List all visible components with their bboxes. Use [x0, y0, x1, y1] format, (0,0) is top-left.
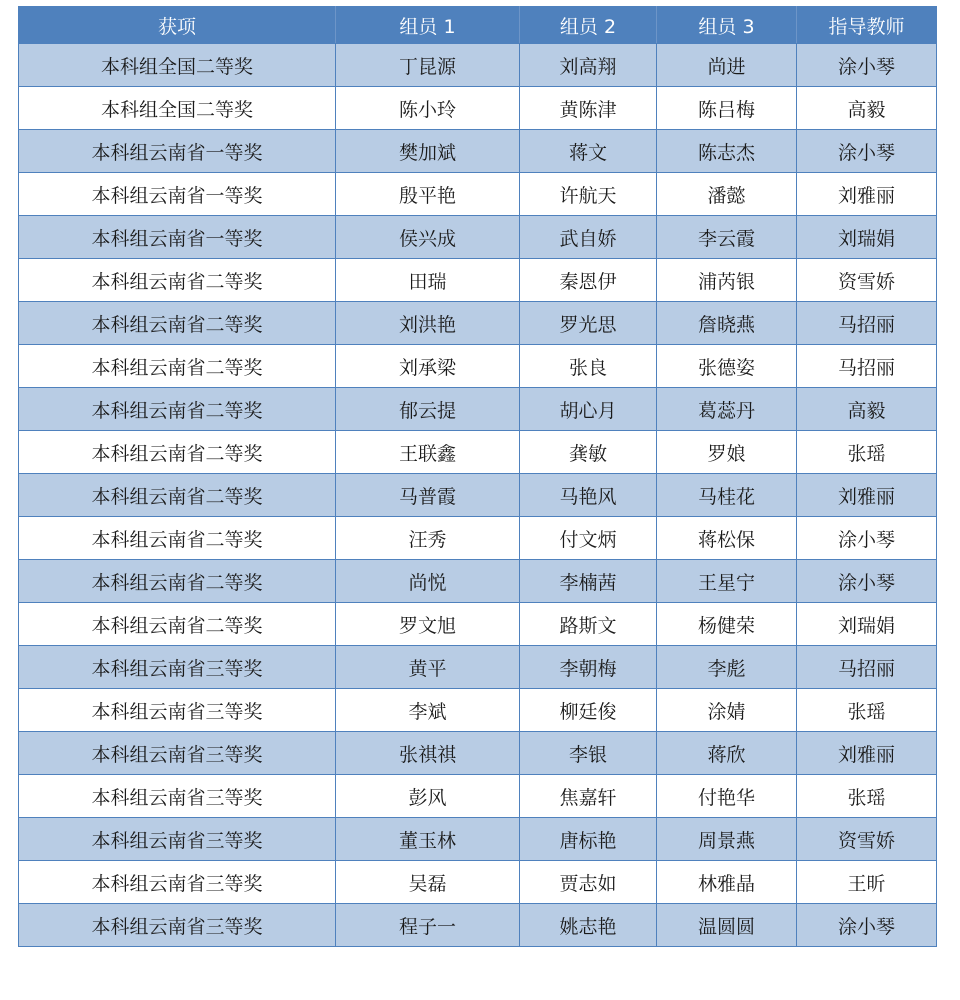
member-1-cell: 尚悦 [336, 560, 520, 603]
member-2-cell: 李银 [520, 732, 657, 775]
award-cell: 本科组云南省二等奖 [19, 302, 336, 345]
member-1-cell: 吴磊 [336, 861, 520, 904]
member-3-cell: 尚进 [657, 44, 797, 87]
member-1-cell: 刘承梁 [336, 345, 520, 388]
member-1-cell: 张祺祺 [336, 732, 520, 775]
member-3-cell: 潘懿 [657, 173, 797, 216]
member-2-cell: 李楠茜 [520, 560, 657, 603]
member-3-cell: 李彪 [657, 646, 797, 689]
award-cell: 本科组云南省三等奖 [19, 689, 336, 732]
award-cell: 本科组云南省三等奖 [19, 818, 336, 861]
table-row [19, 44, 937, 87]
advisor-cell: 张瑶 [797, 431, 937, 474]
member-1-cell: 罗文旭 [336, 603, 520, 646]
table-row [19, 517, 937, 560]
member-1-cell: 彭风 [336, 775, 520, 818]
member-2-cell: 刘高翔 [520, 44, 657, 87]
awards-table [18, 6, 937, 947]
header-advisor: 指导教师 [797, 7, 937, 44]
table-row [19, 861, 937, 904]
member-1-cell: 李斌 [336, 689, 520, 732]
member-2-cell: 姚志艳 [520, 904, 657, 947]
award-cell: 本科组云南省三等奖 [19, 646, 336, 689]
member-1-cell: 丁昆源 [336, 44, 520, 87]
member-3-cell: 王星宁 [657, 560, 797, 603]
table-row [19, 259, 937, 302]
table-row [19, 130, 937, 173]
award-cell: 本科组云南省一等奖 [19, 130, 336, 173]
award-cell: 本科组全国二等奖 [19, 87, 336, 130]
member-1-cell: 田瑞 [336, 259, 520, 302]
award-cell: 本科组云南省二等奖 [19, 603, 336, 646]
advisor-cell: 高毅 [797, 87, 937, 130]
member-3-cell: 蒋欣 [657, 732, 797, 775]
member-3-cell: 涂婧 [657, 689, 797, 732]
member-1-cell: 黄平 [336, 646, 520, 689]
member-1-cell: 郁云提 [336, 388, 520, 431]
member-3-cell: 李云霞 [657, 216, 797, 259]
member-2-cell: 蒋文 [520, 130, 657, 173]
member-2-cell: 路斯文 [520, 603, 657, 646]
advisor-cell: 涂小琴 [797, 560, 937, 603]
table-row [19, 173, 937, 216]
header-award: 获项 [19, 7, 336, 44]
advisor-cell: 张瑶 [797, 775, 937, 818]
table-row [19, 302, 937, 345]
advisor-cell: 涂小琴 [797, 517, 937, 560]
member-3-cell: 马桂花 [657, 474, 797, 517]
member-3-cell: 陈志杰 [657, 130, 797, 173]
award-cell: 本科组云南省二等奖 [19, 431, 336, 474]
header-member-1: 组员 1 [336, 7, 520, 44]
table-row [19, 87, 937, 130]
table-row [19, 732, 937, 775]
member-2-cell: 许航天 [520, 173, 657, 216]
advisor-cell: 涂小琴 [797, 130, 937, 173]
header-row [19, 7, 937, 44]
member-3-cell: 林雅晶 [657, 861, 797, 904]
award-cell: 本科组云南省二等奖 [19, 345, 336, 388]
award-cell: 本科组云南省一等奖 [19, 173, 336, 216]
award-cell: 本科组云南省三等奖 [19, 904, 336, 947]
advisor-cell: 资雪娇 [797, 259, 937, 302]
table-row [19, 474, 937, 517]
award-cell: 本科组云南省二等奖 [19, 388, 336, 431]
member-1-cell: 殷平艳 [336, 173, 520, 216]
member-2-cell: 焦嘉轩 [520, 775, 657, 818]
table-row [19, 216, 937, 259]
award-cell: 本科组全国二等奖 [19, 44, 336, 87]
member-1-cell: 董玉林 [336, 818, 520, 861]
advisor-cell: 刘雅丽 [797, 173, 937, 216]
advisor-cell: 张瑶 [797, 689, 937, 732]
advisor-cell: 涂小琴 [797, 44, 937, 87]
table-row [19, 646, 937, 689]
advisor-cell: 高毅 [797, 388, 937, 431]
member-1-cell: 程子一 [336, 904, 520, 947]
member-3-cell: 詹晓燕 [657, 302, 797, 345]
member-3-cell: 周景燕 [657, 818, 797, 861]
member-1-cell: 马普霞 [336, 474, 520, 517]
member-2-cell: 黄陈津 [520, 87, 657, 130]
table-row [19, 345, 937, 388]
advisor-cell: 王昕 [797, 861, 937, 904]
advisor-cell: 马招丽 [797, 646, 937, 689]
member-2-cell: 罗光思 [520, 302, 657, 345]
member-1-cell: 汪秀 [336, 517, 520, 560]
advisor-cell: 马招丽 [797, 302, 937, 345]
member-2-cell: 柳廷俊 [520, 689, 657, 732]
table-header [19, 7, 937, 44]
table-row [19, 431, 937, 474]
award-cell: 本科组云南省二等奖 [19, 474, 336, 517]
advisor-cell: 马招丽 [797, 345, 937, 388]
award-cell: 本科组云南省二等奖 [19, 259, 336, 302]
award-cell: 本科组云南省三等奖 [19, 732, 336, 775]
table-row [19, 775, 937, 818]
table-row [19, 603, 937, 646]
table-body [19, 44, 937, 947]
member-2-cell: 武自娇 [520, 216, 657, 259]
member-2-cell: 秦恩伊 [520, 259, 657, 302]
advisor-cell: 刘雅丽 [797, 732, 937, 775]
member-3-cell: 蒋松保 [657, 517, 797, 560]
member-2-cell: 张良 [520, 345, 657, 388]
table-row [19, 904, 937, 947]
award-cell: 本科组云南省二等奖 [19, 517, 336, 560]
advisor-cell: 刘瑞娟 [797, 216, 937, 259]
member-2-cell: 贾志如 [520, 861, 657, 904]
member-3-cell: 付艳华 [657, 775, 797, 818]
advisor-cell: 涂小琴 [797, 904, 937, 947]
member-3-cell: 杨健荣 [657, 603, 797, 646]
award-cell: 本科组云南省一等奖 [19, 216, 336, 259]
header-member-3: 组员 3 [657, 7, 797, 44]
awards-table-container [18, 6, 936, 947]
table-row [19, 560, 937, 603]
table-row [19, 689, 937, 732]
member-2-cell: 付文炳 [520, 517, 657, 560]
table-row [19, 388, 937, 431]
member-1-cell: 王联鑫 [336, 431, 520, 474]
member-3-cell: 葛蕊丹 [657, 388, 797, 431]
table-row [19, 818, 937, 861]
member-1-cell: 侯兴成 [336, 216, 520, 259]
member-3-cell: 浦芮银 [657, 259, 797, 302]
award-cell: 本科组云南省三等奖 [19, 775, 336, 818]
member-1-cell: 刘洪艳 [336, 302, 520, 345]
member-1-cell: 樊加斌 [336, 130, 520, 173]
member-3-cell: 陈吕梅 [657, 87, 797, 130]
advisor-cell: 刘雅丽 [797, 474, 937, 517]
member-2-cell: 唐标艳 [520, 818, 657, 861]
member-1-cell: 陈小玲 [336, 87, 520, 130]
member-3-cell: 张德姿 [657, 345, 797, 388]
advisor-cell: 资雪娇 [797, 818, 937, 861]
header-member-2: 组员 2 [520, 7, 657, 44]
member-2-cell: 李朝梅 [520, 646, 657, 689]
member-2-cell: 马艳风 [520, 474, 657, 517]
member-2-cell: 龚敏 [520, 431, 657, 474]
member-3-cell: 罗娘 [657, 431, 797, 474]
award-cell: 本科组云南省二等奖 [19, 560, 336, 603]
award-cell: 本科组云南省三等奖 [19, 861, 336, 904]
advisor-cell: 刘瑞娟 [797, 603, 937, 646]
member-3-cell: 温圆圆 [657, 904, 797, 947]
member-2-cell: 胡心月 [520, 388, 657, 431]
